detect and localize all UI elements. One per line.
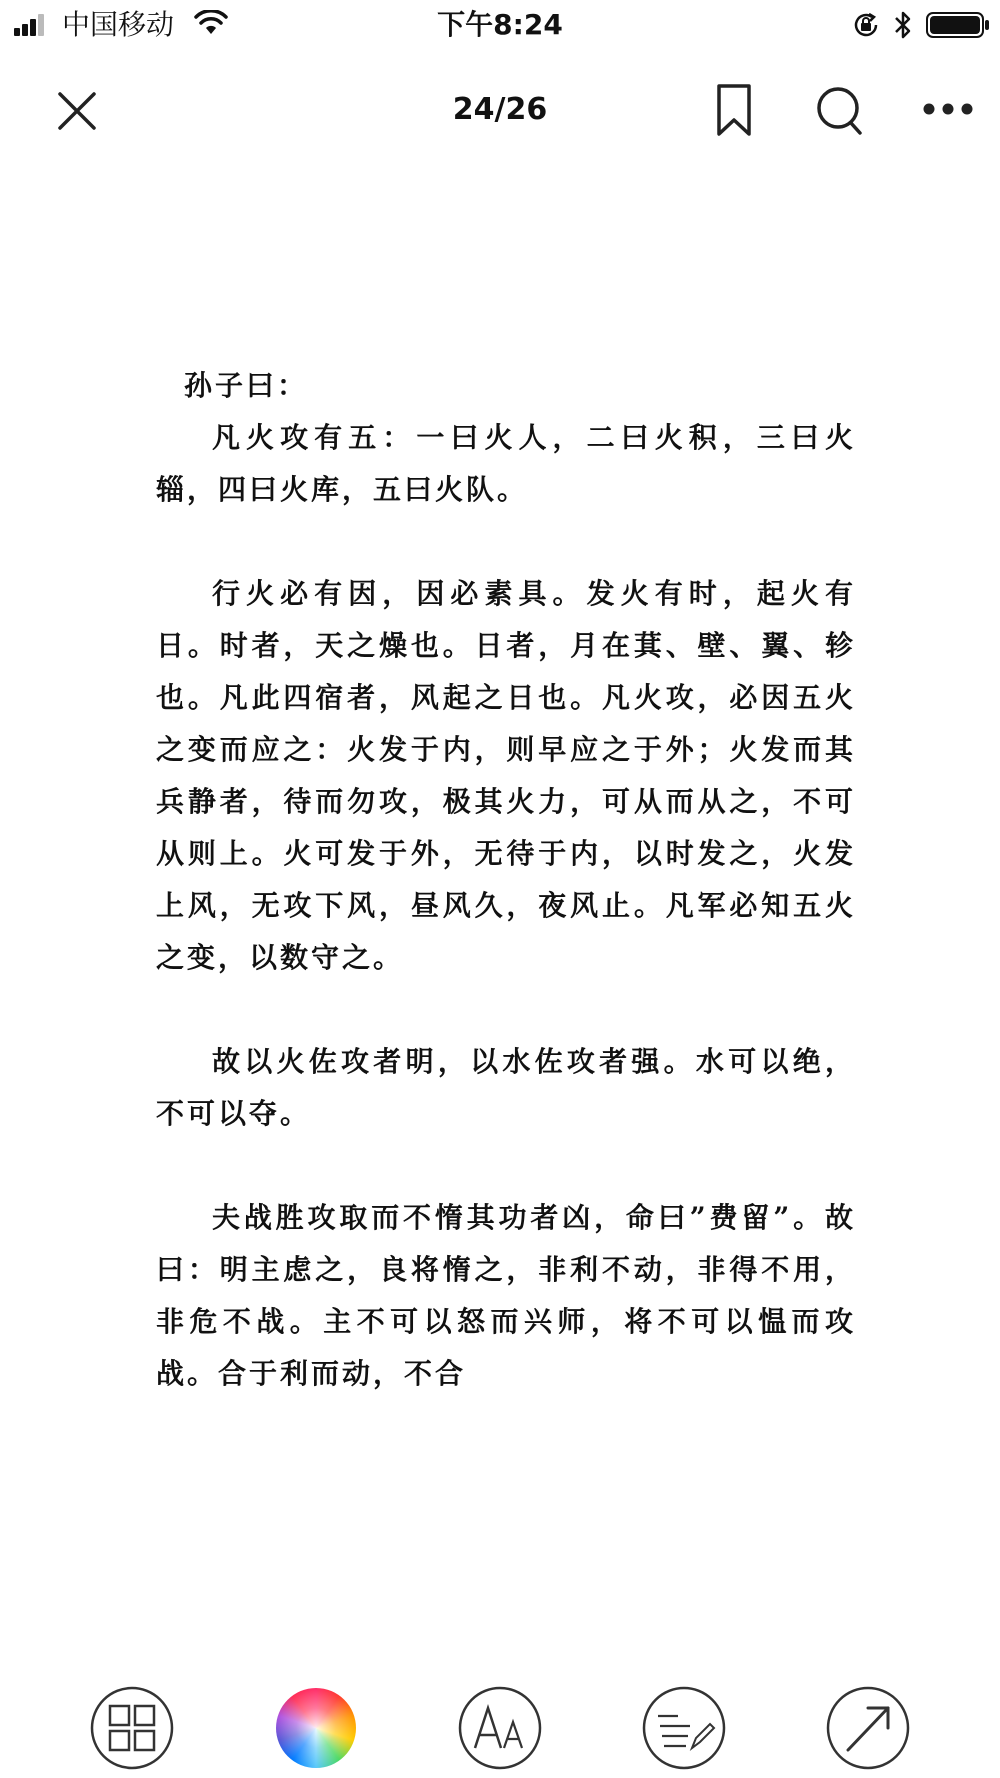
- font-size-icon: [458, 1686, 542, 1770]
- orientation-lock-icon: [852, 11, 880, 39]
- color-wheel-icon: [276, 1688, 356, 1768]
- page-indicator: 24/26: [452, 92, 548, 127]
- share-button[interactable]: [826, 1686, 910, 1770]
- bookmark-icon[interactable]: [714, 82, 754, 138]
- note-icon: [642, 1686, 726, 1770]
- status-bar: [0, 0, 1000, 50]
- paragraph: 行火必有因，因必素具。发火有时，起火有日。时者，天之燥也。日者，月在萁、壁、翼、轸也。凡此四宿者，风起之日也。凡火攻，必因五火之变而应之：火发于内，则早应之于外；火发而其兵静者，待而勿攻，极其火力，可从而从之，不可从则上。火可发于外，无待于内，以时发之，火发上风，无攻下风，昼风久，夜风止。凡军必知五火之变，以数守之。: [156, 577, 856, 974]
- theme-button[interactable]: [274, 1686, 358, 1770]
- reading-content: [156, 360, 856, 1452]
- notes-button[interactable]: [642, 1686, 726, 1770]
- paragraph: 故以火佐攻者明，以水佐攻者强。水可以绝，不可以夺。: [156, 1045, 856, 1130]
- reader-toolbar: [0, 60, 1000, 160]
- carrier-name: 中国移动: [62, 8, 175, 41]
- bluetooth-icon: [892, 9, 914, 41]
- more-icon[interactable]: [922, 94, 974, 124]
- search-icon[interactable]: [814, 82, 866, 138]
- status-time: 下午8:24: [437, 8, 563, 41]
- share-arrow-icon: [826, 1686, 910, 1770]
- grid-icon: [90, 1686, 174, 1770]
- bottom-toolbar: [0, 1680, 1000, 1778]
- paragraph: 孙子曰：: [184, 369, 309, 402]
- catalog-button[interactable]: [90, 1686, 174, 1770]
- font-button[interactable]: [458, 1686, 542, 1770]
- paragraph: 夫战胜攻取而不惰其功者凶，命曰”费留”。故曰：明主虑之，良将惰之，非利不动，非得不用，非危不战。主不可以怒而兴师，将不可以愠而攻战。合于利而动，不合: [156, 1201, 856, 1390]
- paragraph: 凡火攻有五：一曰火人，二曰火积，三曰火辎，四曰火库，五曰火队。: [156, 421, 856, 506]
- battery-icon: [926, 11, 990, 39]
